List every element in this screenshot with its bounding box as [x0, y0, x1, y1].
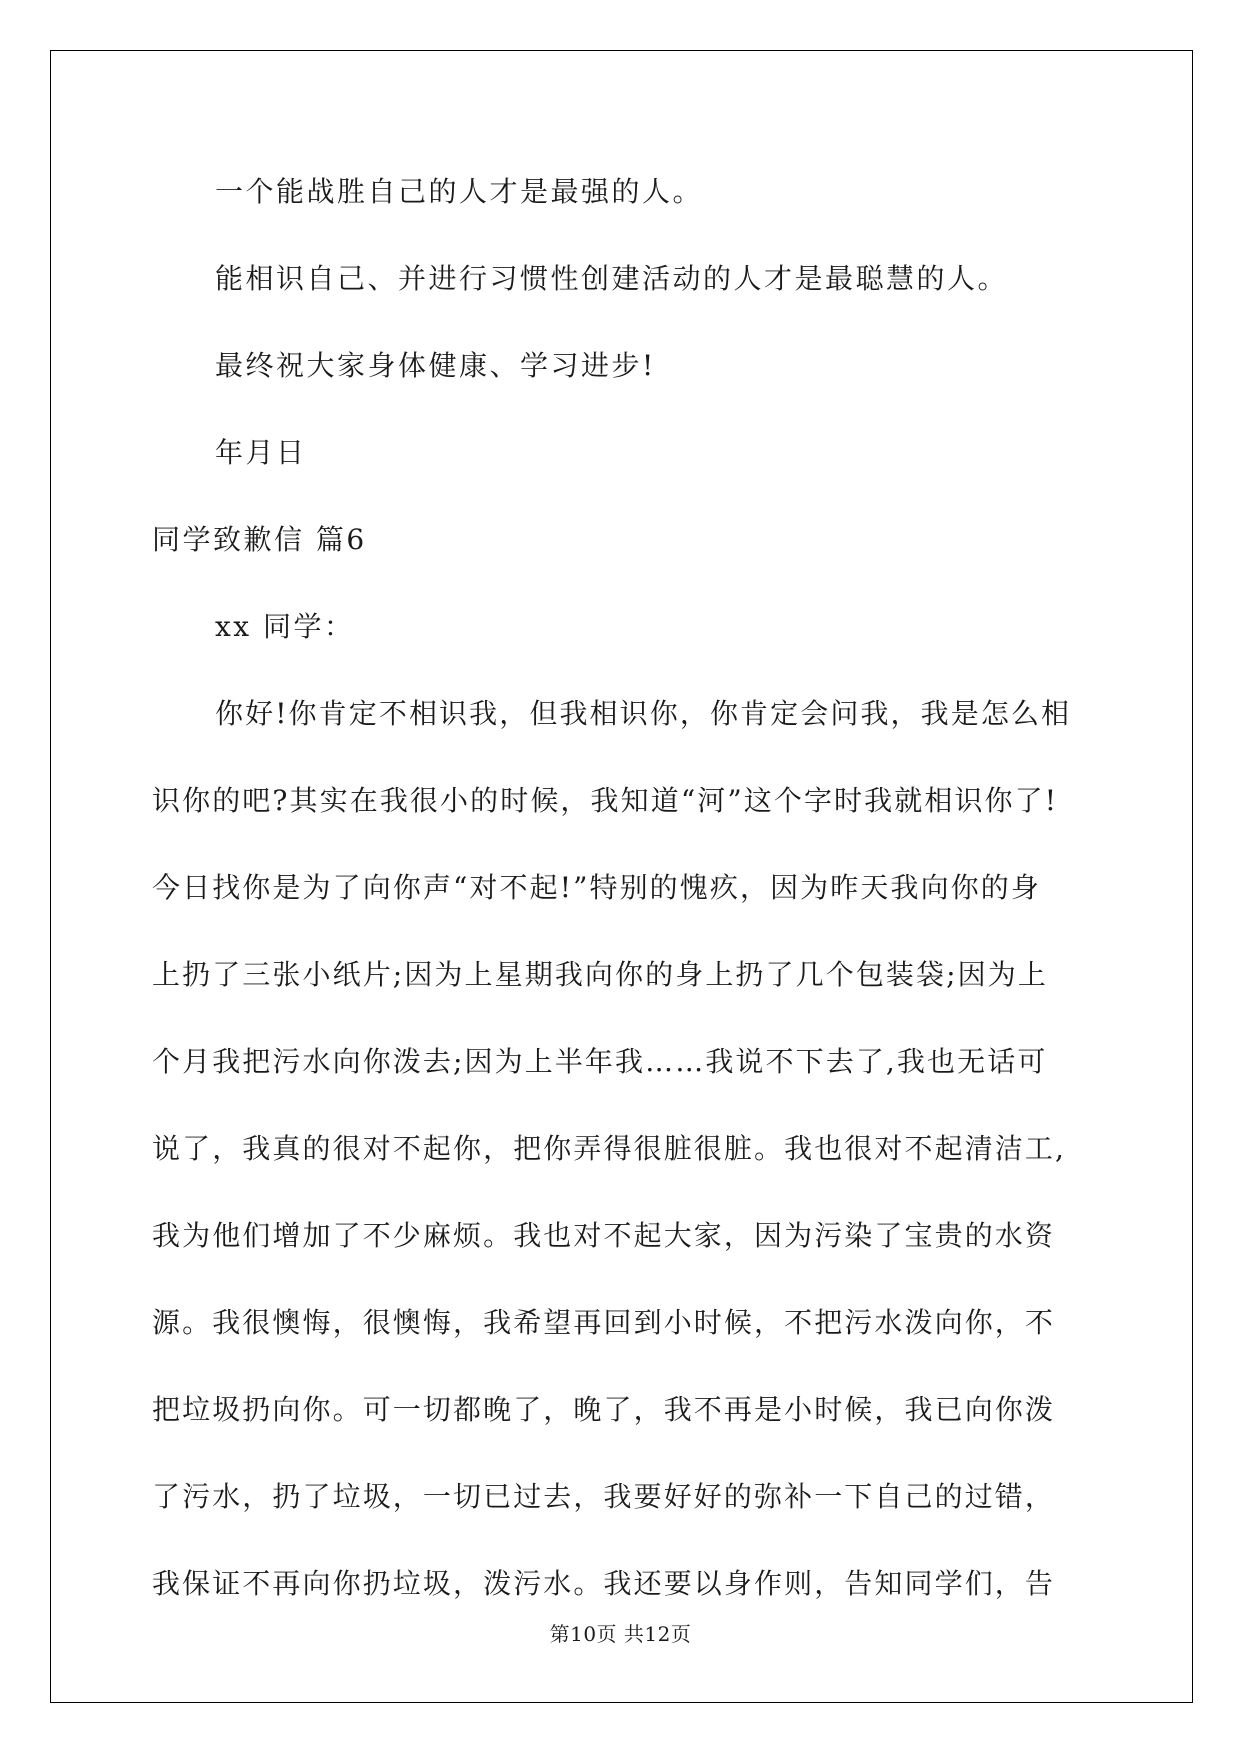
- body-line: 把垃圾扔向你。可一切都晚了，晚了，我不再是小时候，我已向你泼: [152, 1393, 1056, 1426]
- body-line: 了污水，扔了垃圾，一切已过去，我要好好的弥补一下自己的过错，: [152, 1480, 1056, 1513]
- section-heading: 同学致歉信 篇6: [152, 523, 367, 556]
- body-line: 上扔了三张小纸片;因为上星期我向你的身上扔了几个包装袋;因为上: [152, 958, 1048, 991]
- salutation: xx 同学：: [215, 610, 355, 643]
- body-line: 个月我把污水向你泼去;因为上半年我……我说不下去了,我也无话可: [152, 1045, 1048, 1078]
- body-line: 我保证不再向你扔垃圾，泼污水。我还要以身作则，告知同学们，告: [152, 1567, 1056, 1600]
- text-line: 年月日: [215, 436, 307, 469]
- body-line: 源。我很懊悔，很懊悔，我希望再回到小时候，不把污水泼向你，不: [152, 1306, 1056, 1339]
- text-line: 能相识自己、并进行习惯性创建活动的人才是最聪慧的人。: [215, 262, 1009, 295]
- page-number: 第10页 共12页: [549, 1622, 692, 1646]
- body-line: 我为他们增加了不少麻烦。我也对不起大家，因为污染了宝贵的水资: [152, 1219, 1056, 1252]
- body-line: 你好!你肯定不相识我，但我相识你，你肯定会问我，我是怎么相: [215, 697, 1072, 730]
- text-line: 一个能战胜自己的人才是最强的人。: [215, 175, 704, 208]
- body-line: 说了，我真的很对不起你，把你弄得很脏很脏。我也很对不起清洁工,: [152, 1132, 1067, 1165]
- body-line: 今日找你是为了向你声“对不起!”特别的愧疚，因为昨天我向你的身: [152, 871, 1041, 904]
- text-line: 最终祝大家身体健康、学习进步!: [215, 349, 656, 382]
- body-line: 识你的吧?其实在我很小的时候，我知道“河”这个字时我就相识你了!: [152, 784, 1059, 817]
